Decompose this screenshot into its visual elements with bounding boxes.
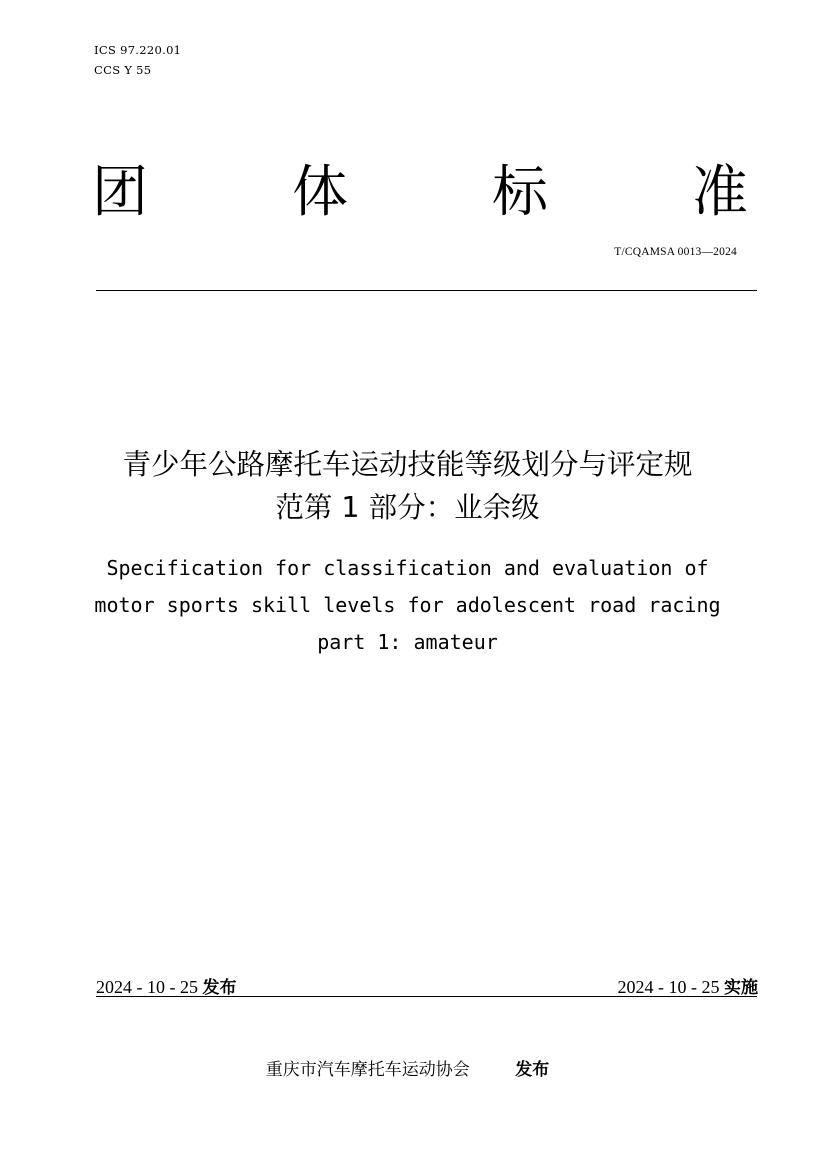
title-english-line-3: part 1: amateur (317, 630, 498, 654)
classification-codes (94, 40, 181, 80)
organization-publish-label: 发布 (515, 1060, 550, 1080)
title-english-line-1: Specification for classification and evaluation of (106, 556, 709, 580)
title-chinese-line-1: 青少年公路摩托车运动技能等级划分与评定规 (122, 448, 693, 481)
doc-type-char-4: 准 (692, 160, 748, 225)
publish-date: 2024 - 10 - 25 (96, 977, 198, 997)
doc-type-char-1: 团 (92, 160, 148, 225)
title-english-line-2: motor sports skill levels for adolescent road racing (94, 593, 721, 617)
footer-divider (96, 996, 757, 997)
doc-type-char-2: 体 (292, 160, 348, 225)
issuing-organization-line (0, 1055, 815, 1080)
organization-name: 重庆市汽车摩托车运动协会 (265, 1060, 470, 1080)
publish-date-line (96, 973, 237, 998)
implement-label: 实施 (724, 978, 758, 998)
publish-label: 发布 (202, 978, 237, 998)
title-chinese-line-2: 范第 1 部分：业余级 (275, 491, 540, 524)
ics-code: ICS 97.220.01 (94, 43, 182, 57)
implement-date-line (618, 973, 759, 998)
title-english (60, 550, 755, 661)
ccs-code: CCS Y 55 (94, 63, 152, 77)
title-chinese (60, 443, 755, 529)
implement-date: 2024 - 10 - 25 (617, 977, 720, 997)
standard-number: T/CQAMSA 0013—2024 (614, 246, 737, 258)
doc-type-char-3: 标 (492, 160, 548, 225)
header-divider (96, 290, 757, 291)
